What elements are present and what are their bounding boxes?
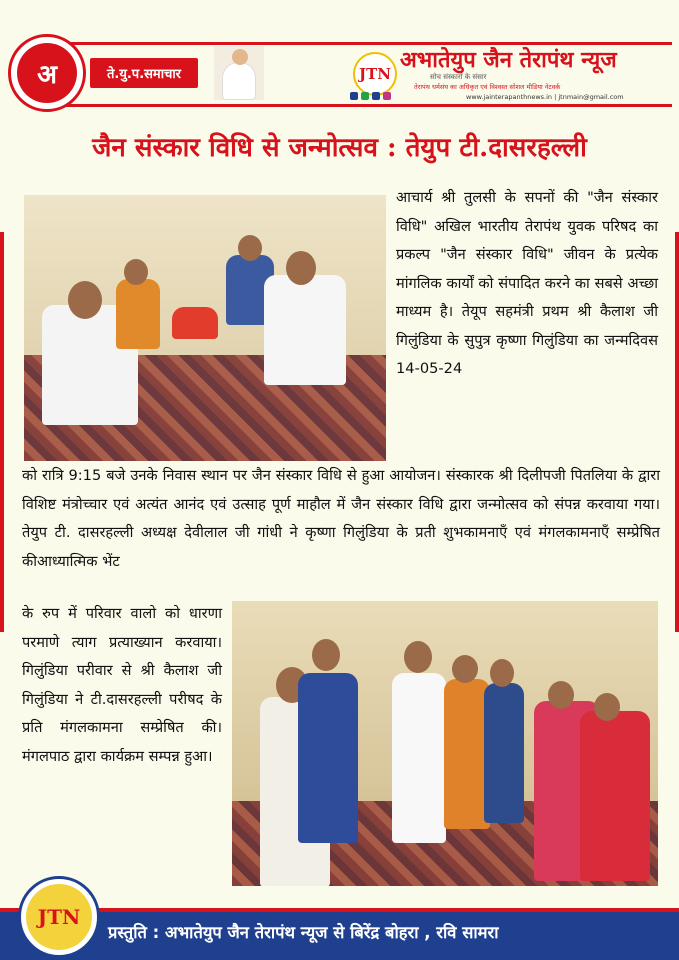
header-divider-bottom: [40, 104, 672, 107]
jtn-logo-small: [353, 52, 397, 96]
whatsapp-icon: [361, 92, 369, 100]
facebook-icon: [350, 92, 358, 100]
social-icons: [350, 92, 391, 100]
brand-tagline: सोच संस्कारों के संसार: [430, 73, 487, 81]
brand-website: www.jainterapanthnews.in | jtnmain@gmail.com: [466, 93, 624, 101]
left-accent-bar: [0, 232, 4, 632]
teyup-logo: [8, 34, 86, 112]
family-group-photo: [232, 601, 658, 886]
jtn-logo: [18, 876, 100, 958]
header: [0, 0, 679, 118]
jtn-logo-small-text: JTN: [359, 65, 391, 83]
jtn-logo-text: JTN: [37, 905, 81, 929]
headline: जैन संस्कार विधि से जन्मोत्सव : तेयुप टी.दासरहल्ली: [92, 133, 587, 163]
article-paragraph-right: आचार्य श्री तुलसी के सपनों की "जैन संस्कार विधि" अखिल भारतीय तेरापंथ युवक परिषद का प्रकल्प "जैन संस्कार विधि" जीवन के प्रत्येक मांगलिक कार्यों को संपादित करने का सबसे अच्छा माध्यम है। तेयूप सहमंत्री प्रथम श्री कैलाश जी गिलुंडिया के सुपुत्र कृष्णा गिलुंडिया का जन्मदिवस 14-05-24: [396, 189, 658, 377]
twitter-icon: [372, 92, 380, 100]
article-paragraph-full: को रात्रि 9:15 बजे उनके निवास स्थान पर जैन संस्कार विधि से हुआ आयोजन। संस्कारक श्री दिलीपजी पितलिया के द्वारा विशिष्ट मंत्रोच्चार एवं अत्यंत आनंद एवं उत्साह पूर्ण माहौल में जैन संस्कार विधि द्वारा जन्मोत्सव को संपन्न करवाया गया।तेयुप टी. दासरहल्ली अध्यक्ष देवीलाल जी गांधी ने कृष्णा गिलुंडिया के प्रती शुभकामनाएँ एवं मंगलकामनाएँ सम्प्रेषित कीआध्यात्मिक भेंट: [22, 467, 660, 570]
article-paragraph-left: के रुप में परिवार वालो को धारणा परमाणे त्याग प्रत्याख्यान करवाया।गिलुंडिया परीवार से श्री कैलाश जी गिलुंडिया ने टी.दासरहल्ली परीषद के प्रति मंगलकामना सम्प्रेषित की।मंगलपाठ द्वारा कार्यक्रम सम्पन्न हुआ।: [22, 605, 222, 765]
instagram-icon: [383, 92, 391, 100]
news-tag: ते.यु.प.समाचार: [90, 58, 198, 88]
ceremony-photo: [24, 195, 386, 461]
acharya-photo: [214, 46, 264, 100]
teyup-logo-glyph: अ: [37, 60, 57, 90]
footer-credit: प्रस्तुति : अभातेयुप जैन तेरापंथ न्यूज से बिरेंद्र बोहरा , रवि सामरा: [108, 923, 499, 942]
right-accent-bar: [675, 232, 679, 632]
brand-title: अभातेयुप जैन तेरापंथ न्यूज: [400, 47, 617, 73]
brand-description: तेरापंथ धर्मसंघ का अधिकृत एवं विश्वस्त सोशल मीडिया नेटवर्क: [414, 83, 561, 91]
